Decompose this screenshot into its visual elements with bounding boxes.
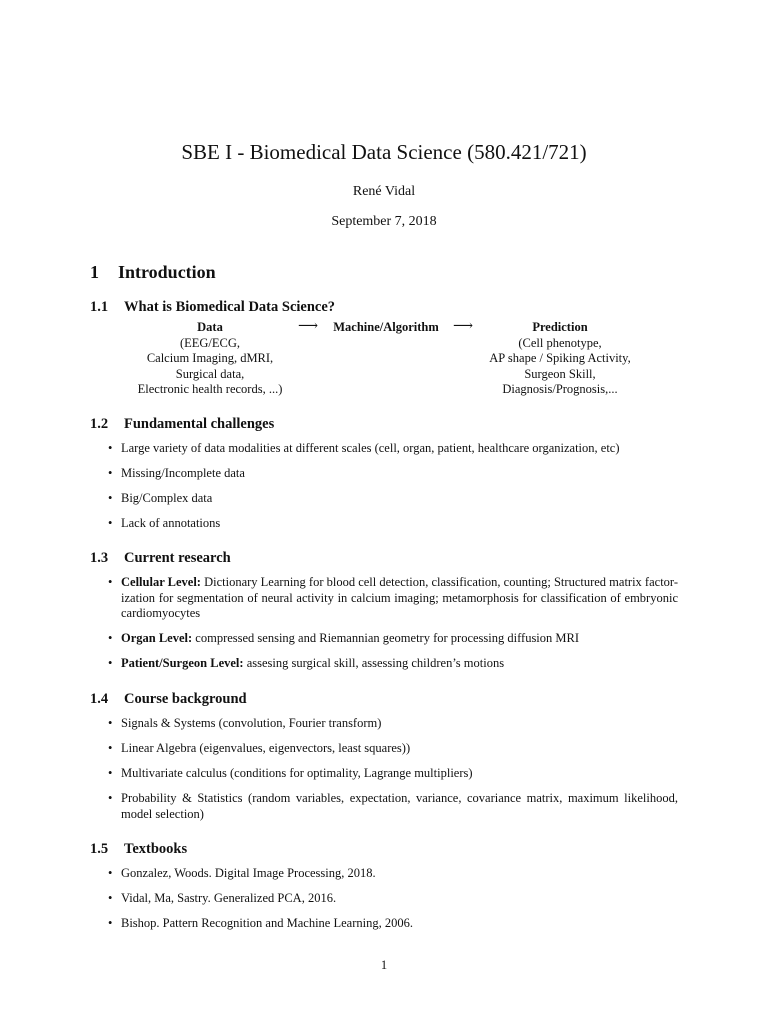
list-item: • Signals & Systems (convolution, Fourier transform)	[108, 716, 382, 730]
list-item: • Linear Algebra (eigenvalues, eigenvectors, least squares))	[108, 741, 411, 755]
list-item: • Lack of annotations	[108, 516, 221, 530]
data-column-line: Surgical data,	[175, 366, 245, 381]
subsection-number: 1.2	[90, 416, 109, 432]
section-heading-introduction	[90, 262, 216, 283]
bullet: •	[108, 631, 113, 645]
subsection-title: Current research	[124, 550, 231, 566]
prediction-column-line: (Cell phenotype,	[518, 335, 602, 350]
data-column-line: Calcium Imaging, dMRI,	[146, 351, 274, 365]
subsection-heading-1-3	[90, 550, 231, 567]
subsection-title: Course background	[124, 691, 247, 707]
list-item: • Cellular Level: Dictionary Learning for blood cell detection, classification, counting; Structured matrix factor-ization for segmentation of neural activity in calcium imaging; metamorphosis for classification of embryonic cardiomyocytes	[108, 575, 678, 620]
bullet: •	[108, 766, 113, 780]
subsection-title: What is Biomedical Data Science?	[124, 299, 336, 315]
arrow-icon: ⟶	[453, 319, 474, 334]
data-column-line: Electronic health records, ...)	[137, 382, 283, 396]
list-item: • Missing/Incomplete data	[108, 466, 245, 480]
subsection-number: 1.5	[90, 841, 109, 857]
list-item: • Big/Complex data	[108, 491, 213, 505]
bullet: •	[108, 791, 113, 805]
list-item: • Large variety of data modalities at different scales (cell, organ, patient, healthcare organization, etc)	[108, 441, 620, 455]
subsection-title: Fundamental challenges	[124, 416, 275, 432]
subsection-number: 1.1	[90, 299, 109, 315]
prediction-column-line: Diagnosis/Prognosis,...	[502, 382, 618, 396]
subsection-number: 1.3	[90, 550, 109, 566]
list-item: • Gonzalez, Woods. Digital Image Processing, 2018.	[108, 866, 376, 880]
prediction-column-head: Prediction	[532, 320, 588, 334]
background-list	[108, 716, 678, 832]
list-item: • Organ Level: compressed sensing and Riemannian geometry for processing diffusion MRI	[108, 631, 580, 645]
bullet: •	[108, 716, 113, 730]
subsection-title: Textbooks	[124, 841, 188, 857]
document-author: René Vidal	[352, 184, 416, 199]
bullet: •	[108, 891, 113, 905]
section-number: 1	[90, 262, 99, 282]
list-item: • Vidal, Ma, Sastry. Generalized PCA, 2016.	[108, 891, 337, 905]
machine-column	[328, 320, 444, 336]
bullet: •	[108, 466, 113, 480]
bullet: •	[108, 916, 113, 930]
page-number: 1	[380, 958, 388, 972]
textbooks-list	[108, 866, 678, 941]
document-date: September 7, 2018	[331, 214, 437, 229]
bullet: •	[108, 866, 113, 880]
subsection-heading-1-1	[90, 299, 335, 316]
data-column-head: Data	[197, 320, 223, 334]
bullet: •	[108, 516, 113, 530]
prediction-column-line: Surgeon Skill,	[524, 366, 596, 381]
list-item: • Bishop. Pattern Recognition and Machine Learning, 2006.	[108, 916, 413, 930]
prediction-column	[470, 320, 650, 398]
bullet: •	[108, 575, 113, 589]
section-title: Introduction	[118, 262, 216, 282]
subsection-heading-1-5	[90, 841, 187, 858]
research-list	[108, 575, 678, 681]
prediction-column-line: AP shape / Spiking Activity,	[489, 351, 631, 365]
item-label: Cellular Level:	[121, 575, 201, 589]
bullet: •	[108, 656, 113, 670]
item-label: Organ Level:	[121, 631, 193, 645]
bullet: •	[108, 741, 113, 755]
subsection-number: 1.4	[90, 691, 109, 707]
data-column-line: (EEG/ECG,	[179, 335, 241, 350]
list-item: • Multivariate calculus (conditions for optimality, Lagrange multipliers)	[108, 766, 473, 780]
list-item: • Patient/Surgeon Level: assesing surgical skill, assessing children’s motions	[108, 656, 505, 670]
item-label: Patient/Surgeon Level:	[121, 656, 244, 670]
challenges-list	[108, 441, 678, 541]
document-title: SBE I - Biomedical Data Science (580.421/721)	[181, 140, 587, 164]
list-item: • Probability & Statistics (random variables, expectation, variance, covariance matrix, maximum likelihood, model selection)	[108, 791, 678, 821]
subsection-heading-1-2	[90, 416, 274, 433]
arrow-icon: ⟶	[298, 319, 319, 334]
machine-column-head: Machine/Algorithm	[333, 320, 439, 334]
bullet: •	[108, 441, 113, 455]
data-column	[120, 320, 300, 398]
subsection-heading-1-4	[90, 691, 247, 708]
bullet: •	[108, 491, 113, 505]
